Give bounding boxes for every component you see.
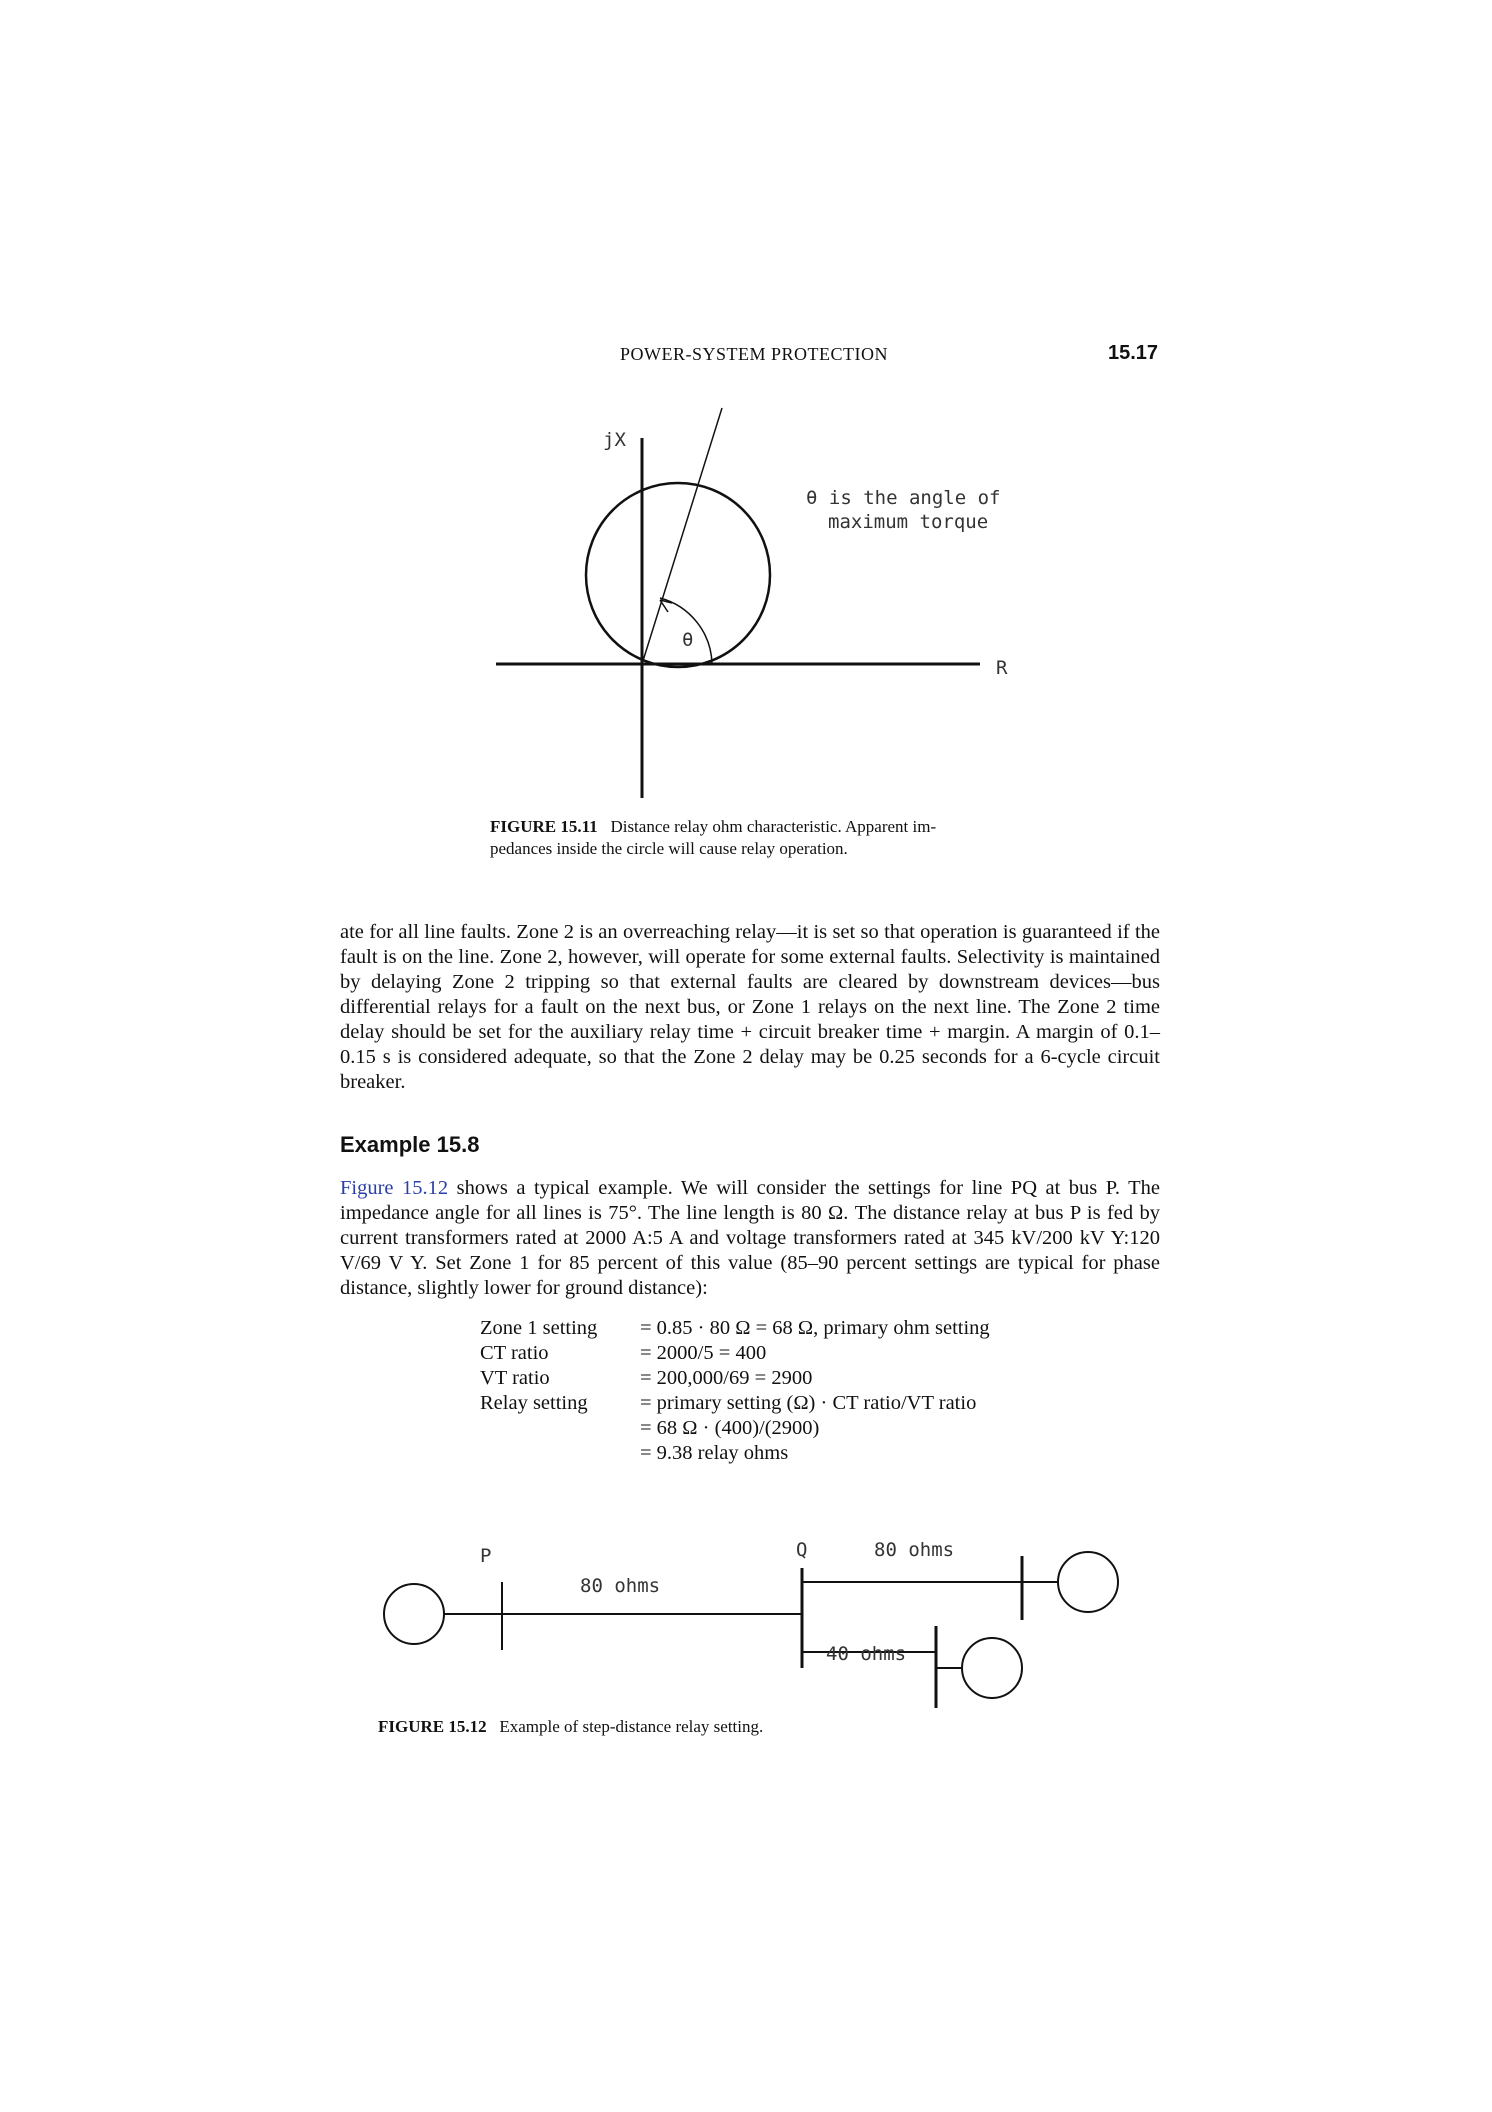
example-paragraph: [340, 1176, 1160, 1301]
equation-row: [480, 1316, 990, 1341]
figure-15-12-caption: [378, 1716, 1078, 1738]
body-paragraph: ate for all line faults. Zone 2 is an overreaching relay—it is set so that operation is guaranteed if the fault is on the line. Zone 2, however, will operate for some external faults. Selectivity is maintained by delaying Zone 2 tripping so that external faults are cleared by downstream devices—bus differential relays for a fault on the next bus, or Zone 1 relays on the next line. The Zone 2 time delay should be set for the auxiliary relay time + circuit breaker time + margin. A margin of 0.1–0.15 s is considered adequate, so that the Zone 2 delay may be 0.25 seconds for a 6-cycle circuit breaker.: [340, 921, 1160, 1093]
figure-15-12-number: FIGURE 15.12: [378, 1717, 487, 1736]
theta-annotation-line1: θ is the angle of: [806, 487, 1001, 509]
figure-15-11-caption-line2: pedances inside the circle will cause relay operation.: [490, 839, 848, 858]
equation-label: CT ratio: [480, 1342, 549, 1364]
r-axis-label: R: [996, 657, 1008, 679]
theta-annotation-line2: maximum torque: [828, 511, 989, 533]
bus-q-label: Q: [796, 1539, 808, 1561]
relay-setting-equations: [480, 1316, 990, 1466]
line-q-upper-label: 80 ohms: [874, 1539, 955, 1561]
equation-expression: = 68 Ω · (400)/(2900): [640, 1417, 820, 1439]
figure-15-11-diagram: [496, 408, 1008, 798]
source-lower-circle: [962, 1638, 1022, 1698]
source-p-circle: [384, 1584, 444, 1644]
theta-label: θ: [682, 629, 694, 651]
figure-15-12-caption-text: Example of step-distance relay setting.: [499, 1717, 764, 1736]
figure-15-11-number: FIGURE 15.11: [490, 817, 598, 836]
equation-expression: = 2000/5 = 400: [640, 1342, 767, 1364]
running-header-title: POWER-SYSTEM PROTECTION: [620, 344, 889, 364]
relay-characteristic-circle: [586, 483, 770, 667]
body-paragraph-block: [340, 920, 1160, 1095]
equation-label: Zone 1 setting: [480, 1317, 598, 1339]
equation-row: [480, 1416, 990, 1441]
line-pq-label: 80 ohms: [580, 1575, 661, 1597]
figure-15-11-caption-line1: Distance relay ohm characteristic. Apparent im-: [610, 817, 937, 836]
equation-expression: = 200,000/69 = 2900: [640, 1367, 813, 1389]
equation-label: [480, 1416, 640, 1441]
equation-label: VT ratio: [480, 1367, 550, 1389]
equation-expression: = 9.38 relay ohms: [640, 1442, 789, 1464]
max-torque-line: [642, 408, 722, 664]
example-paragraph-text: shows a typical example. We will consider the settings for line PQ at bus P. The impedance angle for all lines is 75°. The line length is 80 Ω. The distance relay at bus P is fed by current transformers rated at 2000 A:5 A and voltage transformers rated at 345 kV/200 kV Y:120 V/69 V Y. Set Zone 1 for 85 percent of this value (85–90 percent settings are typical for phase distance, slightly lower for ground distance):: [340, 1177, 1160, 1299]
equation-label: Relay setting: [480, 1392, 588, 1414]
jx-axis-label: jX: [603, 429, 626, 451]
figure-15-12-link[interactable]: Figure 15.12: [340, 1177, 449, 1199]
example-heading: Example 15.8: [340, 1132, 480, 1157]
source-upper-circle: [1058, 1552, 1118, 1612]
line-q-lower-label: 40 ohms: [826, 1643, 907, 1665]
equation-row: [480, 1391, 990, 1416]
figure-15-11-caption: [490, 816, 1030, 860]
equation-row: [480, 1341, 990, 1366]
figure-15-12-diagram: [384, 1539, 1118, 1708]
equation-label: [480, 1441, 640, 1466]
page-number: 15.17: [1108, 342, 1159, 364]
example-paragraph-block: [340, 1176, 1160, 1301]
equation-expression: = 0.85 · 80 Ω = 68 Ω, primary ohm setting: [640, 1317, 990, 1339]
equation-row: [480, 1366, 990, 1391]
equation-expression: = primary setting (Ω) · CT ratio/VT ratio: [640, 1392, 977, 1414]
theta-arrow-head: [660, 600, 672, 612]
equation-row: [480, 1441, 990, 1466]
bus-p-label: P: [480, 1545, 492, 1567]
